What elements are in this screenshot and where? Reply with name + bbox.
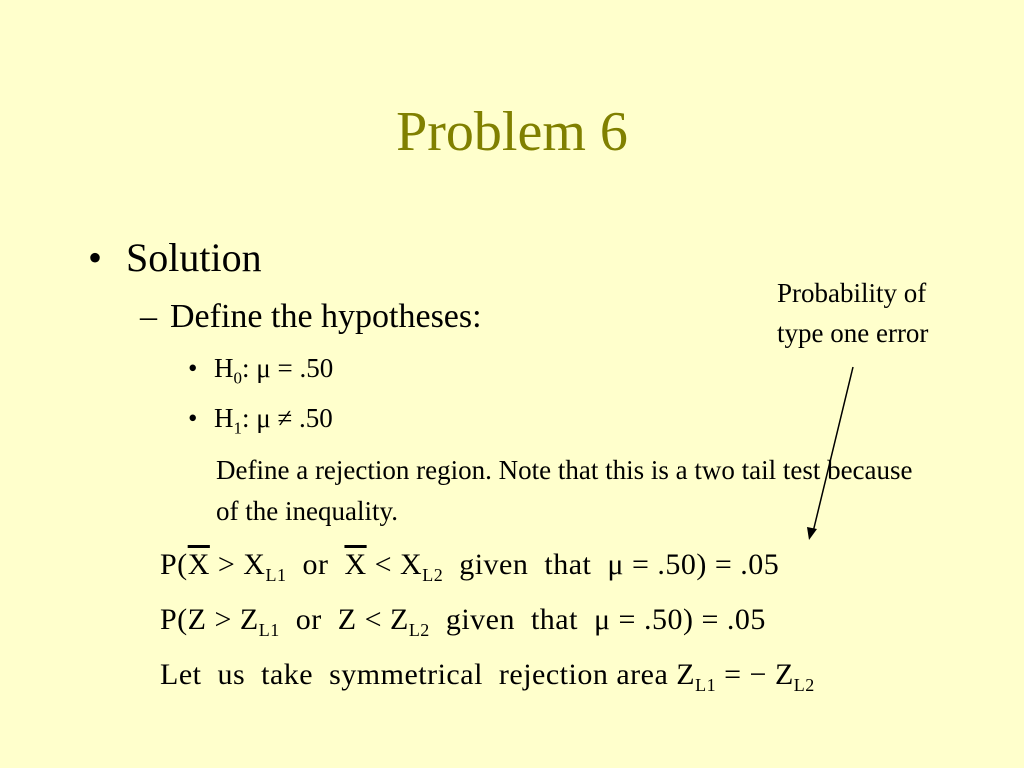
bullet-dot-icon: • xyxy=(88,235,103,280)
eq1-part-a: P( xyxy=(160,548,188,581)
eq2-sub-1: L1 xyxy=(258,620,280,640)
eq2-part-b: or Z < Z xyxy=(279,603,409,636)
eq3-sub-2: L2 xyxy=(793,675,815,695)
eq2-sub-2: L2 xyxy=(408,620,430,640)
bullet-dot-icon: • xyxy=(188,353,198,383)
eq1-part-d: < X xyxy=(366,548,423,581)
h1-subscript: 1 xyxy=(233,418,242,438)
eq3-part-b: = − Z xyxy=(716,658,794,691)
eq1-sub-2: L2 xyxy=(422,565,444,585)
eq1-sub-1: L1 xyxy=(265,565,287,585)
rejection-region-note: Define a rejection region. Note that this is a two tail test because of the inequality. xyxy=(216,455,913,526)
h0-statement: : μ = .50 xyxy=(242,353,334,383)
bullet-dot-icon: • xyxy=(188,403,198,433)
sub-bullet-label: Define the hypotheses: xyxy=(170,298,482,335)
h1-statement: : μ ≠ .50 xyxy=(242,403,333,433)
eq3-part-a: Let us take symmetrical rejection area Z xyxy=(160,658,696,691)
eq2-part-a: P(Z > Z xyxy=(160,603,259,636)
dash-icon: – xyxy=(140,298,157,335)
equation-1 xyxy=(160,548,779,586)
x-bar-2: $\overline{X}$ xyxy=(344,548,367,581)
h0-symbol: H xyxy=(214,353,234,383)
eq1-part-b: > X xyxy=(209,548,266,581)
x-bar-1: $\overline{X}$ xyxy=(187,548,210,581)
eq3-sub-1: L1 xyxy=(695,675,717,695)
h1-symbol: H xyxy=(214,403,234,433)
eq2-part-c: given that μ = .50) = .05 xyxy=(429,603,766,636)
eq1-part-c: or xyxy=(286,548,345,581)
side-annotation-line-1: Probability of xyxy=(777,278,927,308)
side-annotation-line-2: type one error xyxy=(777,318,929,348)
equation-3 xyxy=(160,658,815,696)
eq1-part-e: given that μ = .50) = .05 xyxy=(443,548,780,581)
equation-2 xyxy=(160,603,766,641)
slide-title: Problem 6 xyxy=(396,101,628,163)
h0-subscript: 0 xyxy=(233,368,242,388)
bullet-label: Solution xyxy=(126,235,262,280)
